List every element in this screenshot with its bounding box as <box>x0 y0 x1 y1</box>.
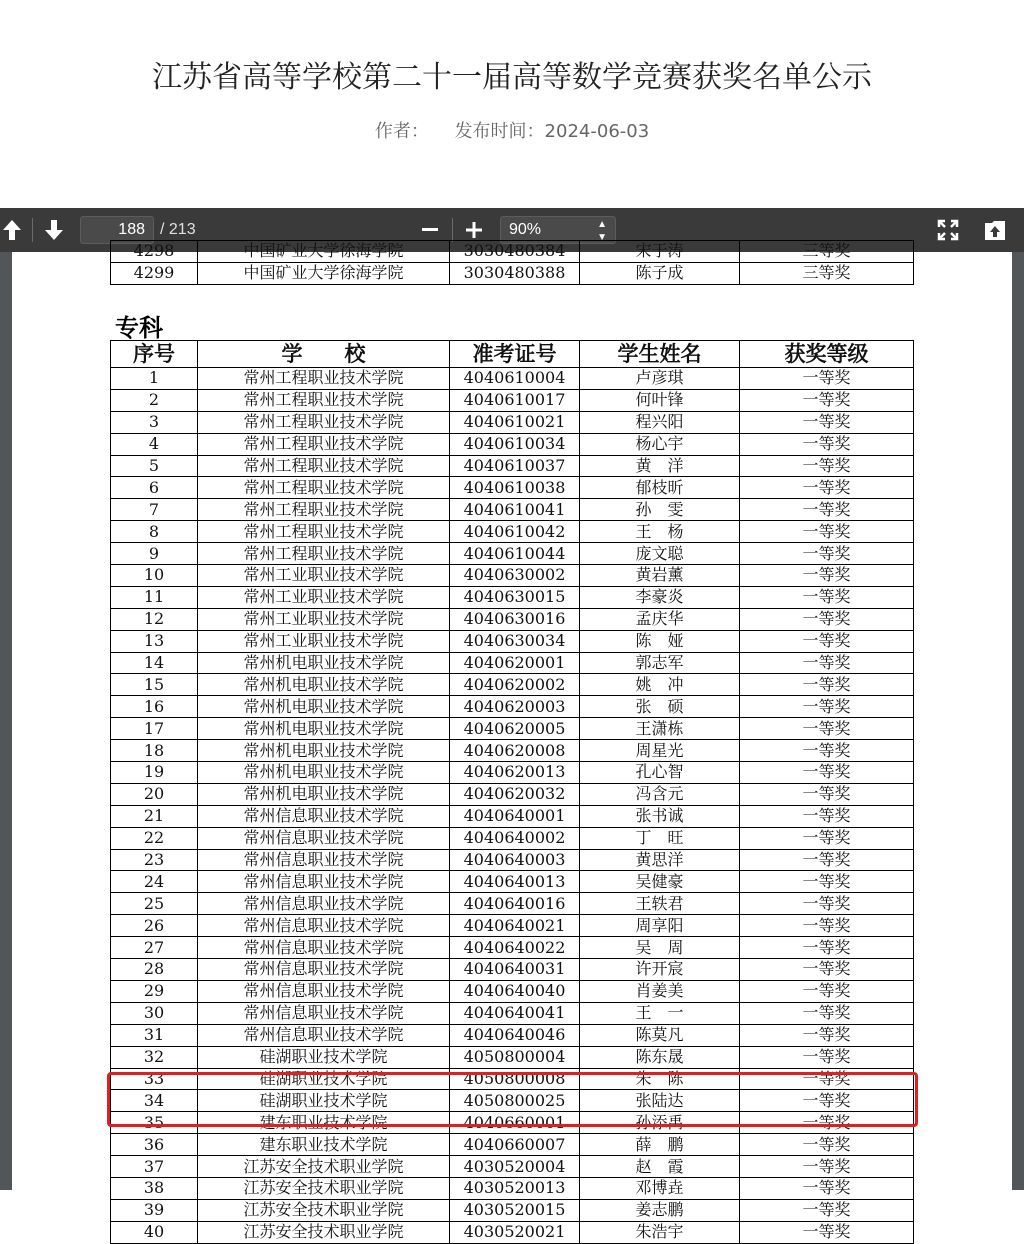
cell-award-level: 一等奖 <box>740 849 914 871</box>
cell-student-name: 赵 霞 <box>580 1156 740 1178</box>
cell-exam-id: 3030480384 <box>450 241 580 263</box>
cell-school: 常州信息职业技术学院 <box>198 893 450 915</box>
cell-school: 常州信息职业技术学院 <box>198 871 450 893</box>
cell-index: 21 <box>111 805 198 827</box>
cell-exam-id: 4040630002 <box>450 565 580 587</box>
table-row <box>111 630 914 652</box>
cell-exam-id: 4040610041 <box>450 499 580 521</box>
pdf-viewport[interactable] <box>0 241 1024 1242</box>
cell-index: 35 <box>111 1112 198 1134</box>
cell-exam-id: 4040610042 <box>450 521 580 543</box>
cell-index: 38 <box>111 1177 198 1199</box>
cell-student-name: 郁枝昕 <box>580 477 740 499</box>
cell-award-level: 三等奖 <box>740 262 914 284</box>
cell-student-name: 何叶锋 <box>580 389 740 411</box>
cell-award-level: 一等奖 <box>740 1156 914 1178</box>
cell-school: 常州工程职业技术学院 <box>198 521 450 543</box>
cell-school: 常州机电职业技术学院 <box>198 718 450 740</box>
table-row <box>111 455 914 477</box>
table-row <box>111 477 914 499</box>
chevron-updown-icon: ▲ ▼ <box>597 219 607 243</box>
author-label: 作者： <box>374 121 429 142</box>
cell-exam-id: 4050800008 <box>450 1068 580 1090</box>
table-row <box>111 499 914 521</box>
table-row <box>111 1090 914 1112</box>
cell-index: 29 <box>111 980 198 1002</box>
cell-index: 3 <box>111 411 198 433</box>
cell-student-name: 李豪炎 <box>580 586 740 608</box>
cell-student-name: 邓博垚 <box>580 1177 740 1199</box>
cell-index: 11 <box>111 586 198 608</box>
cell-award-level: 一等奖 <box>740 696 914 718</box>
cell-school: 常州工程职业技术学院 <box>198 368 450 390</box>
cell-school: 常州工程职业技术学院 <box>198 477 450 499</box>
cell-school: 常州工程职业技术学院 <box>198 455 450 477</box>
page-number-input[interactable]: 188 <box>80 216 154 244</box>
cell-award-level: 一等奖 <box>740 543 914 565</box>
cell-award-level: 一等奖 <box>740 718 914 740</box>
cell-exam-id: 4040640003 <box>450 849 580 871</box>
section-heading: 专科 <box>115 314 163 342</box>
cell-award-level: 一等奖 <box>740 1199 914 1221</box>
cell-exam-id: 4040610034 <box>450 433 580 455</box>
cell-school: 常州工业职业技术学院 <box>198 586 450 608</box>
cell-award-level: 一等奖 <box>740 608 914 630</box>
cell-index: 19 <box>111 762 198 784</box>
cell-exam-id: 4030520013 <box>450 1177 580 1199</box>
cell-exam-id: 4040620003 <box>450 696 580 718</box>
cell-index: 24 <box>111 871 198 893</box>
cell-school: 常州工程职业技术学院 <box>198 411 450 433</box>
cell-student-name: 郭志军 <box>580 652 740 674</box>
cell-student-name: 陈莫凡 <box>580 1024 740 1046</box>
table-row <box>111 1156 914 1178</box>
cell-student-name: 孔心智 <box>580 762 740 784</box>
table-row <box>111 1177 914 1199</box>
cell-index: 4299 <box>111 262 198 284</box>
cell-exam-id: 4040640021 <box>450 915 580 937</box>
cell-school: 常州信息职业技术学院 <box>198 1002 450 1024</box>
cell-student-name: 孙 雯 <box>580 499 740 521</box>
cell-school: 常州工业职业技术学院 <box>198 630 450 652</box>
table-row <box>111 915 914 937</box>
cell-award-level: 一等奖 <box>740 411 914 433</box>
pdf-page <box>12 241 1012 1242</box>
cell-school: 江苏安全技术职业学院 <box>198 1199 450 1221</box>
cell-school: 常州工业职业技术学院 <box>198 608 450 630</box>
cell-school: 常州信息职业技术学院 <box>198 937 450 959</box>
article-meta <box>0 117 1024 143</box>
table-row <box>111 543 914 565</box>
cell-award-level: 一等奖 <box>740 565 914 587</box>
table-row <box>111 805 914 827</box>
cell-award-level: 一等奖 <box>740 455 914 477</box>
table-row <box>111 652 914 674</box>
cell-student-name: 王轶君 <box>580 893 740 915</box>
cell-student-name: 吴 周 <box>580 937 740 959</box>
cell-exam-id: 4040610021 <box>450 411 580 433</box>
table-row <box>111 1134 914 1156</box>
cell-school: 常州信息职业技术学院 <box>198 980 450 1002</box>
publish-date: 发布时间：2024-06-03 <box>454 121 650 142</box>
cell-index: 26 <box>111 915 198 937</box>
cell-award-level: 一等奖 <box>740 586 914 608</box>
cell-index: 13 <box>111 630 198 652</box>
page-total: / 213 <box>160 221 196 238</box>
table-row <box>111 241 914 263</box>
table-row <box>111 262 914 284</box>
cell-exam-id: 4040630016 <box>450 608 580 630</box>
cell-exam-id: 4040640040 <box>450 980 580 1002</box>
table-row <box>111 827 914 849</box>
cell-school: 常州信息职业技术学院 <box>198 805 450 827</box>
header-index: 序号 <box>111 341 198 368</box>
cell-student-name: 周享阳 <box>580 915 740 937</box>
table-row <box>111 674 914 696</box>
cell-school: 中国矿业大学徐海学院 <box>198 262 450 284</box>
cell-student-name: 黄 洋 <box>580 455 740 477</box>
cell-award-level: 一等奖 <box>740 805 914 827</box>
fullscreen-icon[interactable] <box>936 208 960 252</box>
table-row <box>111 433 914 455</box>
cell-award-level: 一等奖 <box>740 433 914 455</box>
cell-student-name: 王 杨 <box>580 521 740 543</box>
cell-school: 江苏安全技术职业学院 <box>198 1177 450 1199</box>
cell-student-name: 陈东晟 <box>580 1046 740 1068</box>
cell-exam-id: 4040610004 <box>450 368 580 390</box>
cell-index: 9 <box>111 543 198 565</box>
table-row <box>111 762 914 784</box>
cell-student-name: 许开宸 <box>580 959 740 981</box>
cell-award-level: 一等奖 <box>740 477 914 499</box>
table-row <box>111 565 914 587</box>
cell-index: 33 <box>111 1068 198 1090</box>
cell-index: 18 <box>111 740 198 762</box>
page-title: 江苏省高等学校第二十一届高等数学竞赛获奖名单公示 <box>152 60 872 95</box>
cell-exam-id: 4040640002 <box>450 827 580 849</box>
cell-award-level: 一等奖 <box>740 937 914 959</box>
table-row <box>111 849 914 871</box>
table-row <box>111 1002 914 1024</box>
cell-index: 1 <box>111 368 198 390</box>
cell-exam-id: 4040640001 <box>450 805 580 827</box>
header-school: 学 校 <box>198 341 450 368</box>
cell-award-level: 一等奖 <box>740 1221 914 1243</box>
cell-index: 16 <box>111 696 198 718</box>
cell-exam-id: 4040610037 <box>450 455 580 477</box>
cell-student-name: 吴健豪 <box>580 871 740 893</box>
cell-award-level: 一等奖 <box>740 1068 914 1090</box>
table-row <box>111 1024 914 1046</box>
cell-award-level: 一等奖 <box>740 1112 914 1134</box>
cell-student-name: 庞文聪 <box>580 543 740 565</box>
cell-student-name: 张 硕 <box>580 696 740 718</box>
cell-school: 常州工程职业技术学院 <box>198 433 450 455</box>
cell-student-name: 王 一 <box>580 1002 740 1024</box>
cell-exam-id: 4040640046 <box>450 1024 580 1046</box>
cell-exam-id: 4040610038 <box>450 477 580 499</box>
cell-index: 14 <box>111 652 198 674</box>
cell-exam-id: 3030480388 <box>450 262 580 284</box>
table-row <box>111 1221 914 1243</box>
cell-school: 常州机电职业技术学院 <box>198 652 450 674</box>
cell-index: 6 <box>111 477 198 499</box>
cell-exam-id: 4040660001 <box>450 1112 580 1134</box>
cell-student-name: 陈子成 <box>580 262 740 284</box>
table-row <box>111 411 914 433</box>
cell-school: 常州信息职业技术学院 <box>198 959 450 981</box>
cell-exam-id: 4040620001 <box>450 652 580 674</box>
table-row <box>111 718 914 740</box>
cell-school: 常州信息职业技术学院 <box>198 915 450 937</box>
cell-exam-id: 4040620005 <box>450 718 580 740</box>
cell-index: 5 <box>111 455 198 477</box>
cell-exam-id: 4030520015 <box>450 1199 580 1221</box>
header-exam-id: 准考证号 <box>450 341 580 368</box>
table-row <box>111 959 914 981</box>
cell-index: 28 <box>111 959 198 981</box>
cell-index: 30 <box>111 1002 198 1024</box>
cell-award-level: 一等奖 <box>740 674 914 696</box>
cell-student-name: 朱浩宇 <box>580 1221 740 1243</box>
cell-index: 10 <box>111 565 198 587</box>
cell-school: 常州工程职业技术学院 <box>198 389 450 411</box>
cell-exam-id: 4030520004 <box>450 1156 580 1178</box>
cell-award-level: 一等奖 <box>740 871 914 893</box>
cell-school: 常州工程职业技术学院 <box>198 543 450 565</box>
toolbar-separator <box>32 218 33 242</box>
zoom-value: 90% <box>509 221 542 238</box>
table-row <box>111 1046 914 1068</box>
cell-student-name: 张陆达 <box>580 1090 740 1112</box>
table-row <box>111 608 914 630</box>
cell-student-name: 宋于涛 <box>580 241 740 263</box>
cell-exam-id: 4040610044 <box>450 543 580 565</box>
cell-index: 37 <box>111 1156 198 1178</box>
cell-index: 22 <box>111 827 198 849</box>
cell-exam-id: 4040620002 <box>450 674 580 696</box>
cell-exam-id: 4050800004 <box>450 1046 580 1068</box>
cell-school: 常州工程职业技术学院 <box>198 499 450 521</box>
cell-student-name: 冯含元 <box>580 783 740 805</box>
cell-index: 32 <box>111 1046 198 1068</box>
cell-exam-id: 4040640013 <box>450 871 580 893</box>
cell-school: 江苏安全技术职业学院 <box>198 1221 450 1243</box>
table-row <box>111 1068 914 1090</box>
cell-student-name: 卢彦琪 <box>580 368 740 390</box>
cell-school: 建东职业技术学院 <box>198 1112 450 1134</box>
header-student-name: 学生姓名 <box>580 341 740 368</box>
cell-exam-id: 4040640016 <box>450 893 580 915</box>
cell-exam-id: 4040640041 <box>450 1002 580 1024</box>
cell-index: 7 <box>111 499 198 521</box>
cell-index: 8 <box>111 521 198 543</box>
table-row <box>111 937 914 959</box>
cell-award-level: 三等奖 <box>740 241 914 263</box>
cell-index: 4298 <box>111 241 198 263</box>
cell-school: 常州机电职业技术学院 <box>198 674 450 696</box>
cell-exam-id: 4040610017 <box>450 389 580 411</box>
cell-index: 40 <box>111 1221 198 1243</box>
cell-school: 常州信息职业技术学院 <box>198 849 450 871</box>
table-row <box>111 871 914 893</box>
cell-student-name: 肖姜美 <box>580 980 740 1002</box>
table-row <box>111 980 914 1002</box>
cell-exam-id: 4040640031 <box>450 959 580 981</box>
cell-award-level: 一等奖 <box>740 521 914 543</box>
cell-school: 常州机电职业技术学院 <box>198 740 450 762</box>
article-header <box>0 0 1024 208</box>
award-table <box>110 340 914 1244</box>
cell-student-name: 朱 陈 <box>580 1068 740 1090</box>
table-row <box>111 740 914 762</box>
table-row <box>111 783 914 805</box>
cell-index: 12 <box>111 608 198 630</box>
cell-exam-id: 4040630015 <box>450 586 580 608</box>
cell-school: 常州机电职业技术学院 <box>198 696 450 718</box>
cell-school: 硅湖职业技术学院 <box>198 1068 450 1090</box>
cell-index: 34 <box>111 1090 198 1112</box>
cell-school: 常州机电职业技术学院 <box>198 783 450 805</box>
cell-student-name: 姜志鹏 <box>580 1199 740 1221</box>
cell-award-level: 一等奖 <box>740 1134 914 1156</box>
cell-school: 硅湖职业技术学院 <box>198 1090 450 1112</box>
cell-award-level: 一等奖 <box>740 1090 914 1112</box>
cell-school: 中国矿业大学徐海学院 <box>198 241 450 263</box>
table-row <box>111 521 914 543</box>
cell-award-level: 一等奖 <box>740 389 914 411</box>
cell-award-level: 一等奖 <box>740 1046 914 1068</box>
cell-student-name: 周星光 <box>580 740 740 762</box>
table-row <box>111 368 914 390</box>
cell-student-name: 程兴阳 <box>580 411 740 433</box>
cell-index: 27 <box>111 937 198 959</box>
cell-index: 2 <box>111 389 198 411</box>
table-row <box>111 1199 914 1221</box>
arrow-up-icon[interactable] <box>0 208 24 252</box>
cell-student-name: 张书诚 <box>580 805 740 827</box>
cell-index: 31 <box>111 1024 198 1046</box>
cell-student-name: 孙添禹 <box>580 1112 740 1134</box>
table-row <box>111 586 914 608</box>
cell-exam-id: 4040660007 <box>450 1134 580 1156</box>
cell-exam-id: 4040620013 <box>450 762 580 784</box>
cell-index: 15 <box>111 674 198 696</box>
table-row <box>111 696 914 718</box>
cell-award-level: 一等奖 <box>740 499 914 521</box>
cell-school: 硅湖职业技术学院 <box>198 1046 450 1068</box>
table-row <box>111 893 914 915</box>
cell-student-name: 孟庆华 <box>580 608 740 630</box>
cell-school: 江苏安全技术职业学院 <box>198 1156 450 1178</box>
cell-award-level: 一等奖 <box>740 1024 914 1046</box>
cell-award-level: 一等奖 <box>740 652 914 674</box>
cell-index: 23 <box>111 849 198 871</box>
cell-exam-id: 4050800025 <box>450 1090 580 1112</box>
cell-school: 常州机电职业技术学院 <box>198 762 450 784</box>
cell-award-level: 一等奖 <box>740 915 914 937</box>
table-row <box>111 1112 914 1134</box>
cell-award-level: 一等奖 <box>740 762 914 784</box>
cell-index: 36 <box>111 1134 198 1156</box>
cell-student-name: 王潇栋 <box>580 718 740 740</box>
cell-award-level: 一等奖 <box>740 980 914 1002</box>
arrow-down-icon[interactable] <box>42 208 66 252</box>
cell-index: 20 <box>111 783 198 805</box>
cell-student-name: 黄岩薰 <box>580 565 740 587</box>
previous-award-table <box>110 240 914 285</box>
cell-student-name: 杨心宇 <box>580 433 740 455</box>
cell-student-name: 姚 冲 <box>580 674 740 696</box>
cell-award-level: 一等奖 <box>740 630 914 652</box>
cell-award-level: 一等奖 <box>740 1002 914 1024</box>
cell-award-level: 一等奖 <box>740 893 914 915</box>
cell-student-name: 薛 鹏 <box>580 1134 740 1156</box>
cell-index: 17 <box>111 718 198 740</box>
cell-school: 常州信息职业技术学院 <box>198 1024 450 1046</box>
upload-top-icon[interactable] <box>982 208 1008 252</box>
cell-award-level: 一等奖 <box>740 827 914 849</box>
cell-school: 常州信息职业技术学院 <box>198 827 450 849</box>
cell-award-level: 一等奖 <box>740 783 914 805</box>
table-header-row <box>111 341 914 368</box>
cell-exam-id: 4040620032 <box>450 783 580 805</box>
cell-award-level: 一等奖 <box>740 740 914 762</box>
table-row <box>111 389 914 411</box>
cell-award-level: 一等奖 <box>740 1177 914 1199</box>
cell-exam-id: 4040620008 <box>450 740 580 762</box>
cell-award-level: 一等奖 <box>740 368 914 390</box>
toolbar-separator <box>452 218 453 242</box>
cell-student-name: 黄思洋 <box>580 849 740 871</box>
cell-school: 建东职业技术学院 <box>198 1134 450 1156</box>
cell-exam-id: 4040630034 <box>450 630 580 652</box>
cell-index: 39 <box>111 1199 198 1221</box>
cell-award-level: 一等奖 <box>740 959 914 981</box>
cell-student-name: 陈 娅 <box>580 630 740 652</box>
cell-index: 25 <box>111 893 198 915</box>
cell-exam-id: 4030520021 <box>450 1221 580 1243</box>
cell-school: 常州工业职业技术学院 <box>198 565 450 587</box>
cell-student-name: 丁 旺 <box>580 827 740 849</box>
cell-index: 4 <box>111 433 198 455</box>
header-award-level: 获奖等级 <box>740 341 914 368</box>
cell-exam-id: 4040640022 <box>450 937 580 959</box>
